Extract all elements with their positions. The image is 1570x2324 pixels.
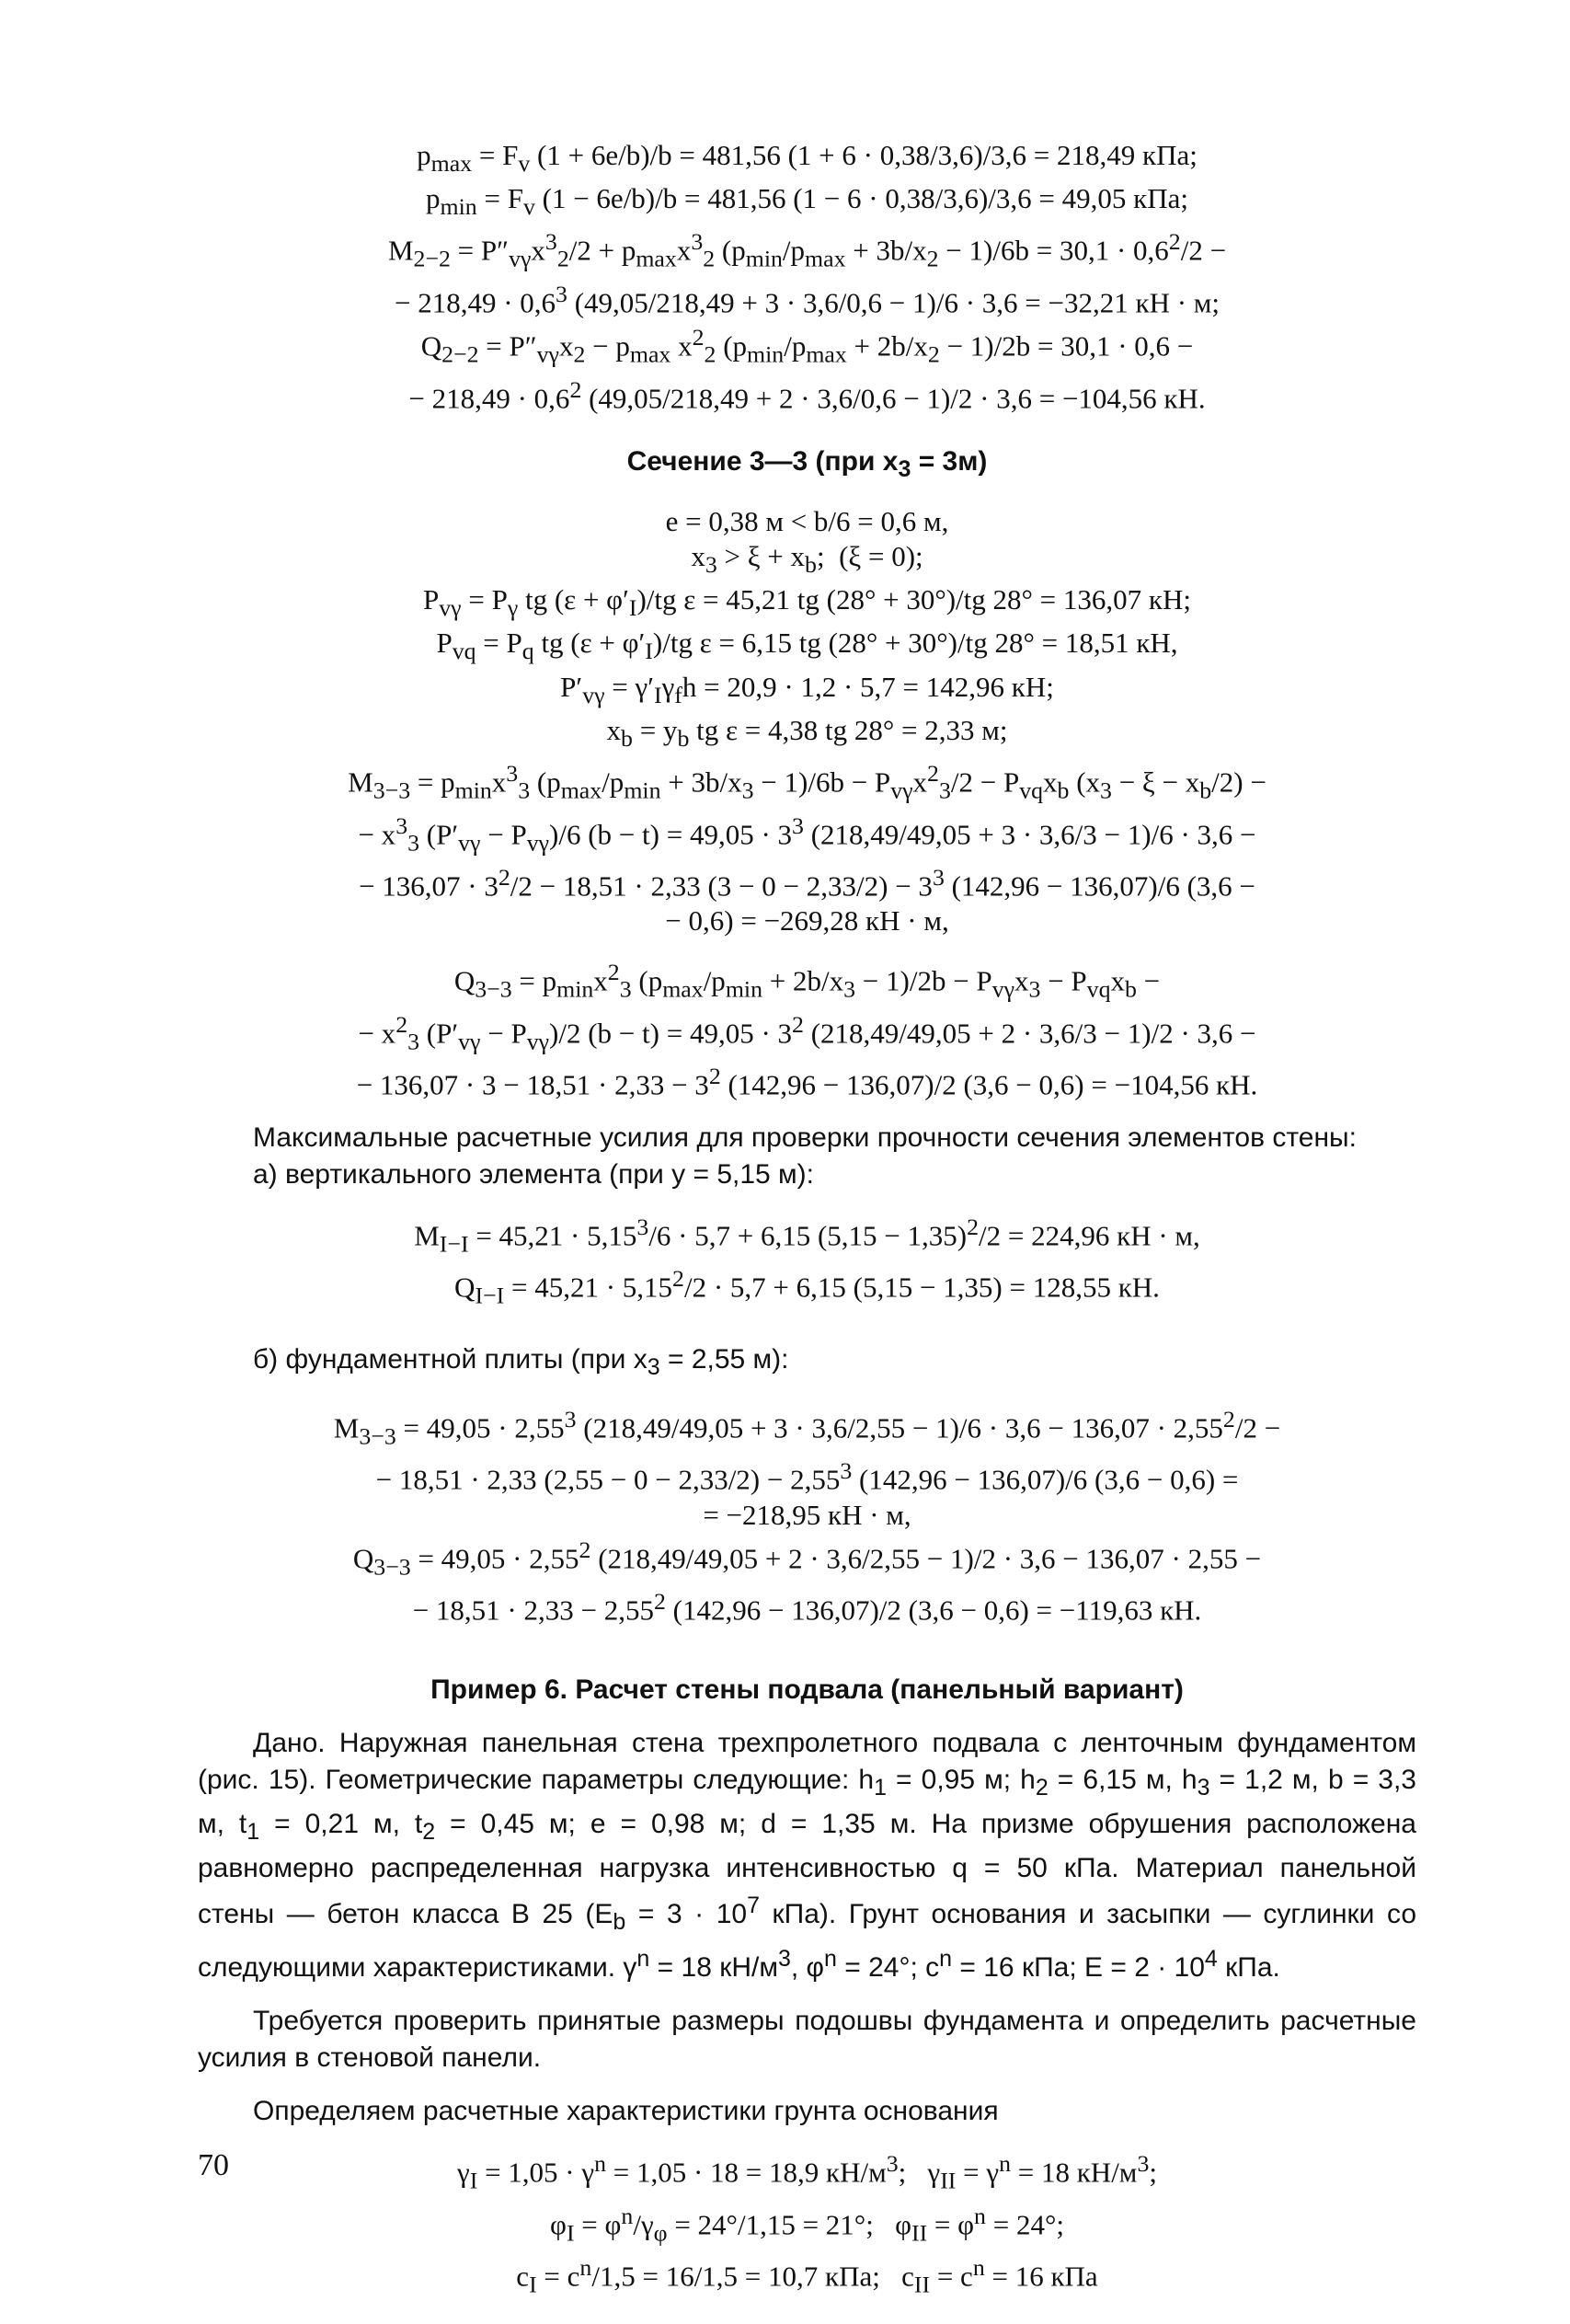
equation-m33-line1: $M_{3-3} = p_{min}x^3_3$ $(p_{max}/p_{min} + 3b/x_3 - 1)/6b - P_{v\gamma}x^2_3/2 - P_{vq}x_b$ $(x_3 - \xi - x_b/2)$ −: [348, 760, 1266, 804]
equation-mii: $M_{I-I} = 45,21 \cdot 5,15^3/6 \cdot 5,7 + 6,15$ $(5,15 - 1,35)^2/2 = 224,96$ кН · м,: [414, 1213, 1200, 1258]
equation-phi: $\varphi_I = \varphi^n/\gamma_\varphi = 24^\circ/1,15 = 21^\circ$; $\varphi_{II} = \varphi^n = 24^\circ$;: [550, 2202, 1064, 2247]
equation-pvq: $P_{vq} = P_q$ tg $(\varepsilon + \varphi'_I)/tg$ ε = 6,15 tg (28° + 30°)/tg 28° = 18,51 кН,: [436, 627, 1178, 665]
equation-eccentricity: e = 0,38 м < b/6 = 0,6 м,: [665, 505, 949, 538]
equation-pvgamma-prime: $P'_{v\gamma} = \gamma'_I\gamma_fh = 20,9 \cdot 1,2 \cdot 5,7 = 142,96$ кН;: [560, 670, 1054, 708]
equation-pmin: $p_{min} = F_v$ (1 − 6e/b)/b = 481,56 (1 − 6 · 0,38/3,6)/3,6 = 49,05 кПа;: [426, 182, 1188, 221]
equation-m33-line4: − 0,6) = −269,28 кН · м,: [665, 904, 949, 938]
equation-q22-line1: $Q_{2-2} = P''_{v\gamma}x_2 - p_{max}$ $x^2_2$ $(p_{min}/p_{max} + 2b/x_2 - 1)/2b = 30,1 \cdot 0,6$ −: [420, 324, 1194, 368]
equation-q33-line1: $Q_{3-3} = p_{min}x^2_3$ $(p_{max}/p_{min} + 2b/x_3 - 1)/2b - P_{v\gamma}x_3 - P_{vq}x_b$ −: [453, 959, 1161, 1003]
equation-cohesion: $c_I = c^n/1,5 = 16/1,5 = 10,7$ кПа; $c_{II} = c^n = 16$ кПа: [516, 2254, 1098, 2298]
paragraph-given: Дано. Наружная панельная стена трехпролетного подвала с ленточным фундаментом (рис. 15). Геометрические параметры следующие: $h_1 = 0,95$ м; $h_2 = 6,15$ м, $h_3 = 1,2$ м, b = 3,3 м, $t_1 = 0,21$ м, $t_2 = 0,45$ м; e = 0,98 м; d = 1,35 м. На призме обрушения расположена равномерно распределенная нагрузка интенсивностью q = 50 кПа. Материал панельной стены — бетон класса В 25 ($E_b = 3 \cdot 10^7$ кПа). Грунт основания и засыпки — суглинки со следующими характеристиками. $\gamma^n = 18$ $кН/м^3$, $\varphi^n = 24^\circ$; $c^n = 16$ кПа; $E = 2 \cdot 10^4$ кПа.: [198, 1728, 1416, 1984]
page-number: 70: [198, 2148, 229, 2182]
equation-m33b-line3: = −218,95 кН · м,: [703, 1498, 911, 1531]
example-6-heading: Пример 6. Расчет стены подвала (панельный вариант): [430, 1674, 1184, 1706]
paragraph-requirement: Требуется проверить принятые размеры подошвы фундамента и определить расчетные усилия в стеновой панели.: [198, 2006, 1416, 2074]
page-content: [198, 138, 1416, 2303]
equation-m33b-line1: $M_{3-3} = 49,05 \cdot 2,55^3$ $(218,49/49,05 + 3 \cdot 3,6/2,55 - 1)/6 \cdot 3,6 - 136,07 \cdot 2,55^2/2$ −: [333, 1405, 1281, 1450]
equation-m22-line1: $M_{2-2} = P''_{v\gamma}x^3_2/2 + p_{max}x^3_2$ $(p_{min}/p_{max} + 3b/x_2 - 1)/6b = 30,1 \cdot 0,6^2/2$ −: [387, 228, 1227, 272]
equation-x3-condition: $x_3 > \xi + x_b$; (ξ = 0);: [691, 540, 923, 579]
paragraph-max-forces: Максимальные расчетные усилия для проверки прочности сечения элементов стены:: [253, 1122, 1357, 1153]
equation-q22-line2: − $218,49 \cdot 0,6^2$ (49,05/218,49 + 2 · 3,6/0,6 − 1)/2 · 3,6 = −104,56 кН.: [408, 375, 1206, 415]
item-b-label: б) фундаментной плиты (при $x_3 = 2,55$ м):: [253, 1343, 789, 1380]
equation-q33-line3: − $136,07 \cdot 3 - 18,51 \cdot 2,33 - 3^2$ (142,96 − 136,07)/2 (3,6 − 0,6) = −104,56 кН.: [356, 1063, 1258, 1101]
equation-qii: $Q_{I-I} = 45,21 \cdot 5,15^2/2 \cdot 5,7 + 6,15$ (5,15 − 1,35) = 128,55 кН.: [454, 1265, 1160, 1309]
section-3-3-heading: Сечение 3—3 (при $x_3 = 3м$): [626, 446, 988, 483]
section-3-3-equations: [198, 504, 1416, 1103]
equation-q33-line2: − $x^2_3$ $(P'_{v\gamma} - P_{v\gamma})/2$ $(b - t) = 49,05 \cdot 3^2$ (218,49/49,05 + 2 · 3,6/3 − 1)/2 · 3,6 −: [358, 1010, 1256, 1055]
equation-m22-line2: − $218,49 \cdot 0,6^3$ (49,05/218,49 + 3 · 3,6/0,6 − 1)/6 · 3,6 = −32,21 кН · м;: [394, 280, 1220, 319]
equation-m33-line2: − $x^3_3$ $(P'_{v\gamma} - P_{v\gamma})/6$ $(b - t) = 49,05 \cdot 3^3$ (218,49/49,05 + 3 · 3,6/3 − 1)/6 · 3,6 −: [358, 811, 1256, 857]
equation-gamma: $\gamma_I = 1,05 \cdot \gamma^n = 1,05 \cdot 18 = 18,9$ $кН/м^3$; $\gamma_{II} = \gamma^n = 18$ $кН/м^3$;: [457, 2150, 1157, 2194]
equation-pmax: $p_{max} = F_v$ (1 + 6e/b)/b = 481,56 (1 + 6 · 0,38/3,6)/3,6 = 218,49 кПа;: [417, 139, 1198, 178]
equation-q33b-line2: − $18,51 \cdot 2,33 - 2,55^2$ (142,96 − 136,07)/2 (3,6 − 0,6) = −119,63 кН.: [412, 1588, 1202, 1627]
equation-q33b-line1: $Q_{3-3} = 49,05 \cdot 2,55^2$ (218,49/49,05 + 2 · 3,6/2,55 − 1)/2 · 3,6 − 136,07 · 2,55 −: [352, 1536, 1262, 1581]
equation-m33b-line2: − 18,51 · 2,33 $(2,55 - 0 - 2,33/2) - 2,55^3$ (142,96 − 136,07)/6 (3,6 − 0,6) =: [375, 1457, 1239, 1496]
equation-pvgamma: $P_{v\gamma} = P_\gamma$ tg $(\varepsilon + \varphi'_I)/tg$ ε = 45,21 tg (28° + 30°)/tg 28° = 136,07 кН;: [423, 583, 1191, 622]
equation-m33-line3: − $136,07 \cdot 3^2/2 - 18,51 \cdot 2,33$ $(3 - 0 - 2,33/2) - 3^3$ (142,96 − 136,07)/6 (3,6 −: [359, 864, 1255, 903]
paragraph-determine: Определяем расчетные характеристики грунта основания: [253, 2096, 999, 2127]
section-2-2-equations: [198, 138, 1416, 416]
equation-xb: $x_b = y_b$ tg ε = 4,38 tg 28° = 2,33 м;: [606, 713, 1008, 752]
item-a-label: а) вертикального элемента (при y = 5,15 м):: [253, 1158, 814, 1190]
